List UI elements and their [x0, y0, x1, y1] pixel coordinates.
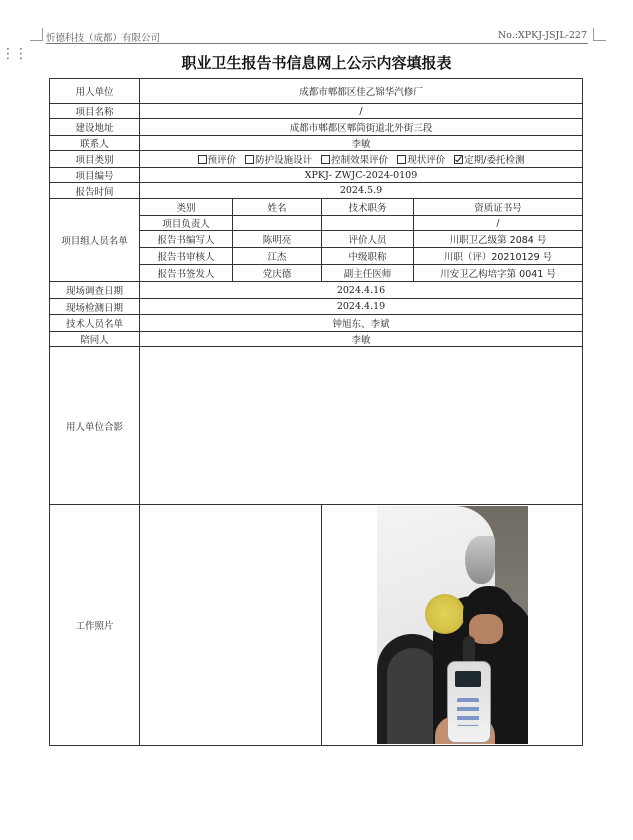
row-category — [50, 151, 583, 168]
work-photo[interactable] — [377, 506, 528, 744]
team-header-name: 姓名 — [233, 199, 322, 216]
team-name[interactable]: 江杰 — [233, 248, 322, 265]
option-periodic-testing[interactable]: 定期/委托检测 — [454, 155, 524, 166]
label-test-date: 现场检测日期 — [50, 299, 140, 315]
team-role: 报告书审核人 — [140, 248, 233, 265]
team-cert[interactable]: 川安卫乙构培字第 0041 号 — [414, 265, 583, 282]
team-name[interactable]: 陈明亮 — [233, 231, 322, 248]
label-project-name: 项目名称 — [50, 104, 140, 119]
team-role: 报告书编写人 — [140, 231, 233, 248]
team-header-role: 类别 — [140, 199, 233, 216]
option-pre-evaluation[interactable]: 预评价 — [198, 155, 237, 166]
drag-handle-icon[interactable]: ⋮⋮ — [1, 46, 27, 62]
report-form-table — [49, 78, 583, 746]
label-technicians: 技术人员名单 — [50, 315, 140, 332]
label-project-no: 项目编号 — [50, 168, 140, 183]
row-address — [50, 119, 583, 136]
label-report-date: 报告时间 — [50, 183, 140, 199]
group-photo-area[interactable] — [140, 347, 583, 505]
value-project-name[interactable]: / — [140, 104, 583, 119]
team-header-row — [50, 199, 583, 216]
checkbox-unchecked-icon[interactable] — [198, 155, 207, 164]
document-number: No.:XPKJ-JSJL-227 — [497, 30, 587, 41]
team-title[interactable]: 中级职称 — [322, 248, 414, 265]
work-photo-slot-empty[interactable] — [140, 505, 322, 746]
team-header-title: 技术职务 — [322, 199, 414, 216]
value-contact[interactable]: 李敏 — [140, 136, 583, 151]
team-name[interactable] — [233, 216, 322, 231]
value-project-no[interactable]: XPKJ- ZWJC-2024-0109 — [140, 168, 583, 183]
photo-tire — [387, 648, 439, 744]
label-employer: 用人单位 — [50, 79, 140, 104]
team-role: 项目负责人 — [140, 216, 233, 231]
label-contact: 联系人 — [50, 136, 140, 151]
corner-mark-right — [593, 28, 606, 41]
label-address: 建设地址 — [50, 119, 140, 136]
photo-car-light — [465, 536, 495, 584]
photo-meter-buttons — [457, 698, 479, 726]
team-title[interactable] — [322, 216, 414, 231]
value-report-date[interactable]: 2024.5.9 — [140, 183, 583, 199]
checkbox-unchecked-icon[interactable] — [321, 155, 330, 164]
work-photo-slot[interactable] — [322, 505, 583, 746]
value-technicians[interactable]: 钟旭东、李斌 — [140, 315, 583, 332]
option-protection-design[interactable]: 防护设施设计 — [245, 155, 312, 166]
team-cert[interactable]: / — [414, 216, 583, 231]
label-group-photo: 用人单位合影 — [50, 347, 140, 505]
value-address[interactable]: 成都市郫都区郫筒街道北外街三段 — [140, 119, 583, 136]
team-title[interactable]: 副主任医师 — [322, 265, 414, 282]
row-employer — [50, 79, 583, 104]
label-team: 项目组人员名单 — [50, 199, 140, 282]
checkbox-unchecked-icon[interactable] — [397, 155, 406, 164]
corner-mark-left — [30, 28, 43, 41]
team-cert[interactable]: 川职卫乙级第 2084 号 — [414, 231, 583, 248]
photo-meter-screen — [455, 671, 481, 687]
checkbox-unchecked-icon[interactable] — [245, 155, 254, 164]
row-project-name — [50, 104, 583, 119]
page-title: 职业卫生报告书信息网上公示内容填报表 — [181, 54, 452, 72]
value-escort[interactable]: 李敏 — [140, 332, 583, 347]
company-name: 忻德科技（成都）有限公司 — [46, 33, 161, 44]
option-status-evaluation[interactable]: 现状评价 — [397, 155, 445, 166]
row-report-date — [50, 183, 583, 199]
checkbox-checked-icon[interactable] — [454, 155, 463, 164]
photo-meter-mic — [463, 636, 475, 662]
row-escort — [50, 332, 583, 347]
team-cert[interactable]: 川职（评）20210129 号 — [414, 248, 583, 265]
team-title[interactable]: 评价人员 — [322, 231, 414, 248]
header-divider — [46, 43, 588, 44]
row-test-date — [50, 299, 583, 315]
label-work-photos: 工作照片 — [50, 505, 140, 746]
row-contact — [50, 136, 583, 151]
team-header-cert: 资质证书号 — [414, 199, 583, 216]
row-group-photo — [50, 347, 583, 505]
label-category: 项目类别 — [50, 151, 140, 168]
team-name[interactable]: 党庆德 — [233, 265, 322, 282]
category-options — [140, 151, 583, 168]
label-survey-date: 现场调查日期 — [50, 282, 140, 299]
row-technicians — [50, 315, 583, 332]
photo-polisher-pad — [425, 594, 465, 634]
value-employer[interactable]: 成都市郫都区佳乙锦华汽修厂 — [140, 79, 583, 104]
label-escort: 陪同人 — [50, 332, 140, 347]
value-survey-date[interactable]: 2024.4.16 — [140, 282, 583, 299]
row-work-photos — [50, 505, 583, 746]
row-project-no — [50, 168, 583, 183]
option-control-evaluation[interactable]: 控制效果评价 — [321, 155, 388, 166]
value-test-date[interactable]: 2024.4.19 — [140, 299, 583, 315]
row-survey-date — [50, 282, 583, 299]
team-role: 报告书签发人 — [140, 265, 233, 282]
